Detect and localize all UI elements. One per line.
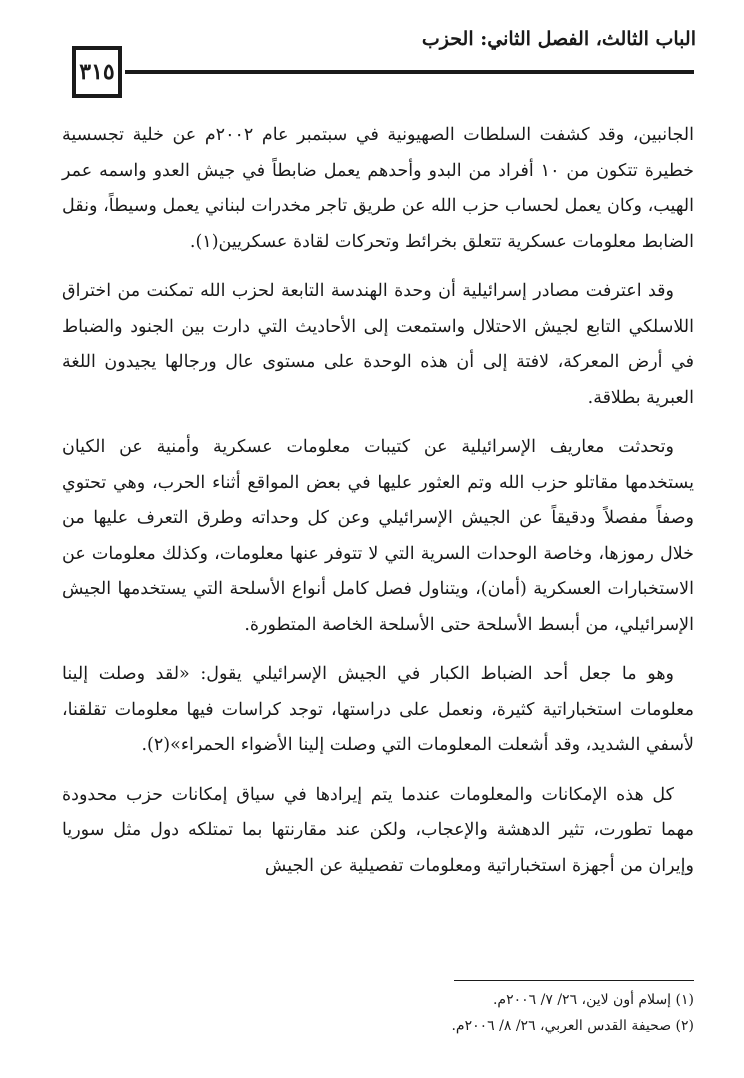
footnote-1: (١) إسلام أون لاين، ٢٦/ ٧/ ٢٠٠٦م. (492, 992, 694, 1008)
paragraph-5: كل هذه الإمكانات والمعلومات عندما يتم إيرادها في سياق إمكانات حزب محدودة مهما تطورت، تثير الدهشة والإعجاب، ولكن عند مقارنتها بما تمتلكه دول مثل سوريا وإيران من أجهزة استخباراتية ومعلومات تفصيلية عن الجيش (62, 784, 694, 876)
body-text (62, 118, 694, 898)
footnote-2: (٢) صحيفة القدس العربي، ٢٦/ ٨/ ٢٠٠٦م. (451, 1018, 694, 1034)
footnote-rule (454, 980, 694, 981)
footnotes (62, 980, 694, 1039)
running-header: الباب الثالث، الفصل الثاني: الحزب (421, 28, 696, 50)
paragraph-3: وتحدثت معاريف الإسرائيلية عن كتيبات معلومات عسكرية وأمنية عن الكيان يستخدمها مقاتلو حزب الله وتم العثور عليها في بعض المواقع أثناء الحرب، وهي تحتوي وصفاً مفصلاً ودقيقاً عن الجيش الإسرائيلي وعن كل وحداته وطرق التعرف عليها من خلال رموزها، وخاصة الوحدات السرية التي لا تتوفر عنها معلومات، وكذلك معلومات عن الاستخبارات العسكرية (أمان)، ويتناول فصل كامل أنواع الأسلحة التي يستخدمها الجيش الإسرائيلي، من أبسط الأسلحة حتى الأسلحة الخاصة المتطورة. (62, 437, 694, 635)
paragraph-1: الجانبين، وقد كشفت السلطات الصهيونية في سبتمبر عام ٢٠٠٢م عن خلية تجسسية خطيرة تتكون من ١٠ أفراد من البدو وأحدهم يعمل ضابطاً في جيش العدو واسمه عمر الهيب، وكان يعمل لحساب حزب الله عن طريق تاجر مخدرات لبناني يعمل وسيطاً، ونقل الضابط معلومات عسكرية تتعلق بخرائط وتحركات لقادة عسكريين(١). (62, 125, 694, 252)
header-rule (125, 70, 694, 74)
paragraph-2: وقد اعترفت مصادر إسرائيلية أن وحدة الهندسة التابعة لحزب الله تمكنت من اختراق اللاسلكي التابع لجيش الاحتلال واستمعت إلى الأحاديث التي دارت بين الجنود والضباط في أرض المعركة، لافتة إلى أن هذه الوحدة على مستوى عال ورجالها يجيدون اللغة العبرية بطلاقة. (62, 281, 694, 408)
page-number: ٣١٥ (72, 46, 122, 98)
paragraph-4: وهو ما جعل أحد الضباط الكبار في الجيش الإسرائيلي يقول: «لقد وصلت إلينا معلومات استخباراتية كثيرة، ونعمل على دراستها، توجد كراسات فيها معلومات تقلقنا، لأسفي الشديد، وقد أشعلت المعلومات التي وصلت إلينا الأضواء الحمراء»(٢). (62, 664, 694, 755)
